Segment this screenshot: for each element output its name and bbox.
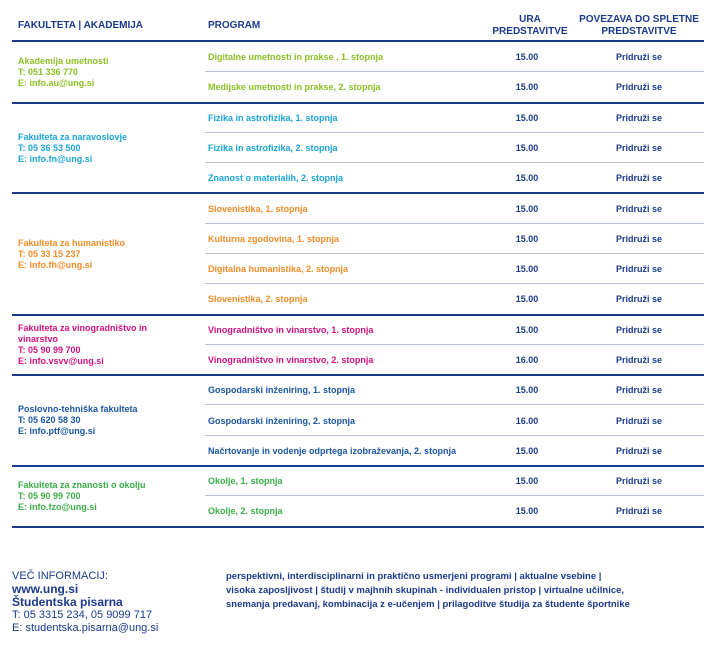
join-link[interactable]: Pridruži se — [615, 324, 662, 335]
join-link[interactable]: Pridruži se — [615, 264, 662, 275]
presentation-hour: 16.00 — [515, 354, 539, 365]
header-hour-line2: PREDSTAVITVE — [492, 26, 568, 37]
faculty-phone: T: 05 90 99 700 — [18, 490, 81, 501]
table-row — [205, 315, 704, 345]
table-header — [0, 0, 716, 42]
faculty-email[interactable]: E: info.vsvv@ung.si — [18, 355, 104, 366]
presentation-hour: 15.00 — [515, 264, 539, 275]
faculty-block — [12, 194, 704, 315]
presentation-hour: 15.00 — [515, 294, 539, 305]
footer-contact — [12, 570, 158, 635]
table-row — [205, 42, 704, 72]
header-link — [574, 14, 704, 38]
program-title: Fizika in astrofizika, 2. stopnja — [208, 142, 338, 153]
tagline-line-1: perspektivni, interdisciplinarni in praktično usmerjeni programi | aktualne vsebine | — [226, 571, 602, 582]
office-title: Študentska pisarna — [12, 595, 123, 609]
header-faculty: FAKULTETA | AKADEMIJA — [18, 20, 144, 31]
faculty-email[interactable]: E: info.au@ung.si — [18, 77, 95, 88]
presentation-hour: 16.00 — [515, 415, 539, 426]
table-row — [205, 72, 704, 102]
join-link[interactable]: Pridruži se — [615, 173, 662, 184]
join-link[interactable]: Pridruži se — [615, 354, 662, 365]
faculty-block — [12, 315, 704, 376]
faculty-divider — [12, 526, 704, 528]
program-title: Digitalna humanistika, 2. stopnja — [208, 264, 349, 275]
program-title: Načrtovanje in vodenje odprtega izobraževanja, 2. stopnja — [208, 445, 457, 456]
table-row — [205, 133, 704, 163]
join-link[interactable]: Pridruži se — [615, 415, 662, 426]
presentation-hour: 15.00 — [515, 476, 539, 487]
table-row — [205, 224, 704, 254]
program-title: Okolje, 2. stopnja — [208, 506, 283, 517]
more-info-label: VEČ INFORMACIJ: — [12, 570, 108, 582]
program-title: Okolje, 1. stopnja — [208, 476, 283, 487]
program-title: Slovenistika, 2. stopnja — [208, 294, 308, 305]
faculty-email[interactable]: E: info.fzo@ung.si — [18, 501, 97, 512]
faculty-phone: T: 05 620 58 30 — [18, 415, 81, 426]
faculty-info — [18, 238, 125, 271]
table-row — [205, 496, 704, 526]
presentation-hour: 15.00 — [515, 506, 539, 517]
program-title: Digitalne umetnosti in prakse , 1. stopnja — [208, 52, 384, 62]
presentation-hour: 15.00 — [515, 324, 539, 335]
join-link[interactable]: Pridruži se — [615, 112, 662, 123]
faculty-email[interactable]: E: info.ptf@ung.si — [18, 426, 96, 437]
faculty-name: Fakulteta za znanosti o okolju — [18, 479, 146, 490]
join-link[interactable]: Pridruži se — [615, 294, 662, 305]
presentation-hour: 15.00 — [515, 112, 539, 123]
table-row — [205, 375, 704, 405]
faculty-info — [18, 323, 147, 367]
join-link[interactable]: Pridruži se — [615, 203, 662, 214]
faculty-info — [18, 132, 127, 165]
footer-tagline — [226, 570, 706, 612]
faculty-phone: T: 05 36 53 500 — [18, 142, 81, 153]
faculty-phone: T: 051 336 770 — [18, 66, 79, 77]
faculty-info — [18, 480, 146, 513]
faculty-name: Fakulteta za naravoslovje — [18, 131, 128, 142]
presentation-hour: 15.00 — [515, 233, 539, 244]
join-link[interactable]: Pridruži se — [615, 506, 662, 517]
faculty-info — [18, 56, 109, 89]
faculty-block — [12, 375, 704, 466]
presentation-hour: 15.00 — [515, 385, 539, 396]
tagline-line-3: snemanja predavanj, kombinacija z e-učenjem | prilagoditve študija za študente športnike — [226, 599, 630, 610]
program-title: Kulturna zgodovina, 1. stopnja — [208, 233, 340, 244]
faculty-name: Poslovno-tehniška fakulteta — [18, 404, 138, 415]
faculty-name: Fakulteta za vinogradništvo in — [18, 322, 148, 333]
header-link-line2: PREDSTAVITVE — [601, 26, 677, 37]
presentation-hour: 15.00 — [515, 52, 539, 62]
faculty-phone: T: 05 33 15 237 — [18, 248, 81, 259]
join-link[interactable]: Pridruži se — [615, 385, 662, 396]
tagline-line-2: visoka zaposljivost | študij v majhnih skupinah - individualen pristop | virtualne učilnice, — [226, 585, 625, 596]
presentation-hour: 15.00 — [515, 142, 539, 153]
table-row — [205, 436, 704, 466]
faculty-block — [12, 103, 704, 194]
faculty-block — [12, 466, 704, 527]
table-row — [205, 406, 704, 436]
join-link[interactable]: Pridruži se — [615, 82, 662, 93]
header-link-line1: POVEZAVA DO SPLETNE — [579, 14, 699, 25]
join-link[interactable]: Pridruži se — [615, 52, 662, 62]
program-title: Vinogradništvo in vinarstvo, 1. stopnja — [208, 324, 374, 335]
program-title: Vinogradništvo in vinarstvo, 2. stopnja — [208, 354, 374, 365]
faculty-block — [12, 42, 704, 103]
program-title: Medijske umetnosti in prakse, 2. stopnja — [208, 82, 381, 93]
faculty-info — [18, 404, 138, 437]
table-row — [205, 163, 704, 193]
table-row — [205, 103, 704, 133]
header-hour — [485, 14, 575, 38]
faculty-email[interactable]: E: info.fh@ung.si — [18, 259, 93, 270]
presentation-hour: 15.00 — [515, 203, 539, 214]
faculty-name: Fakulteta za humanistiko — [18, 237, 126, 248]
table-row — [205, 254, 704, 284]
table-row — [205, 466, 704, 496]
join-link[interactable]: Pridruži se — [615, 476, 662, 487]
presentation-hour: 15.00 — [515, 445, 539, 456]
table-row — [205, 194, 704, 224]
header-hour-line1: URA — [519, 14, 541, 25]
join-link[interactable]: Pridruži se — [615, 445, 662, 456]
join-link[interactable]: Pridruži se — [615, 142, 662, 153]
program-title: Gospodarski inženiring, 2. stopnja — [208, 415, 356, 426]
faculty-name: Akademija umetnosti — [18, 55, 109, 66]
faculty-phone: T: 05 90 99 700 — [18, 344, 81, 355]
program-title: Gospodarski inženiring, 1. stopnja — [208, 385, 356, 396]
program-title: Fizika in astrofizika, 1. stopnja — [208, 112, 338, 123]
table-row — [205, 284, 704, 314]
office-email[interactable]: E: studentska.pisarna@ung.si — [12, 622, 159, 634]
program-title: Znanost o materialih, 2. stopnja — [208, 173, 344, 184]
website-link[interactable]: www.ung.si — [12, 582, 79, 596]
join-link[interactable]: Pridruži se — [615, 233, 662, 244]
program-title: Slovenistika, 1. stopnja — [208, 203, 308, 214]
faculty-name-cont: vinarstvo — [18, 333, 59, 344]
header-program: PROGRAM — [208, 20, 261, 31]
faculty-email[interactable]: E: info.fn@ung.si — [18, 153, 93, 164]
presentation-hour: 15.00 — [515, 82, 539, 93]
presentation-hour: 15.00 — [515, 173, 539, 184]
table-row — [205, 345, 704, 375]
office-phone: T: 05 3315 234, 05 9099 717 — [12, 609, 153, 621]
